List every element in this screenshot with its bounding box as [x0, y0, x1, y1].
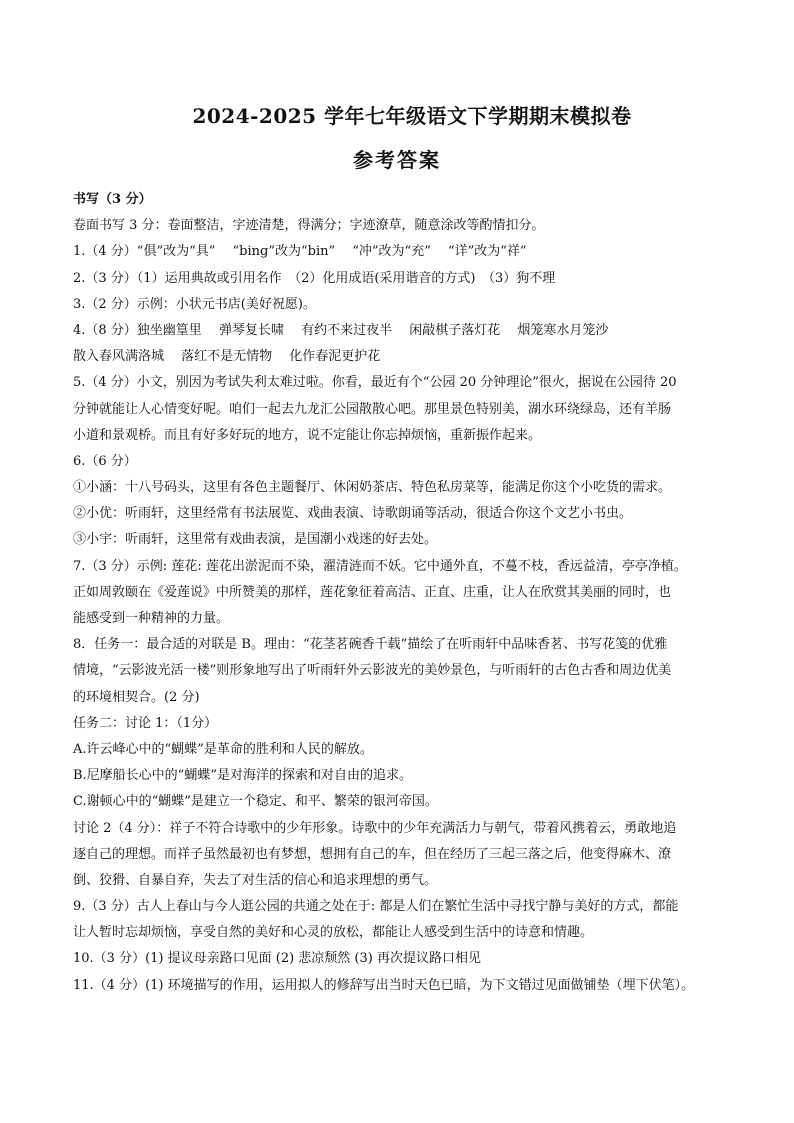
answer-line: C.谢顿心中的“蝴蝶”是建立一个稳定、和平、繁荣的银河帝国。 — [73, 794, 438, 810]
answer-line: 正如周敦颐在《爱莲说》中所赞美的那样，莲花象征着高洁、正直、庄重，让人在欣赏其美丽的同时，也 — [73, 584, 672, 600]
answer-line: 任务二：讨论 1：（1分） — [73, 715, 218, 731]
answer-line: ③小宇：听雨轩，这里常有戏曲表演，是国潮小戏迷的好去处。 — [73, 532, 438, 548]
document-subtitle: 参考答案 — [353, 148, 441, 172]
document-title: 2024-2025 学年七年级语文下学期期末模拟卷 — [192, 104, 632, 128]
answer-line: 能感受到一种精神的力量。 — [73, 611, 230, 626]
answer-line: ②小优：听雨轩，这里经常有书法展览、戏曲表演、诗歌朗诵等活动，很适合你这个文艺小书虫。 — [73, 506, 633, 522]
answer-line: 4.（8 分）独坐幽篁里 弹琴复长啸 有约不来过夜半 闲敲棋子落灯花 烟笼寒水月笼沙 — [73, 322, 609, 338]
answer-line: 情境，“云影波光活一楼”则形象地写出了听雨轩外云影波光的美妙景色，与听雨轩的古色古香和周边优美 — [73, 663, 672, 679]
answer-line: B.尼摩船长心中的“蝴蝶”是对海洋的探索和对自由的追求。 — [73, 768, 412, 784]
section-heading-writing: 书写（3 分） — [73, 192, 152, 207]
answer-line: 逐自己的理想。而祥子虽然最初也有梦想，想拥有自己的车，但在经历了三起三落之后，他变得麻木、潦 — [73, 846, 672, 862]
answer-line: ①小涵：十八号码头，这里有各色主题餐厅、休闲奶茶店、特色私房菜等，能满足你这个小吃货的需求。 — [73, 480, 672, 496]
answer-line: 的环境相契合。(2 分) — [73, 689, 200, 705]
answer-line: 小道和景观桥。而且有好多好玩的地方，说不定能让你忘掉烦恼，重新振作起来。 — [73, 427, 542, 443]
answer-line: 7.（3 分）示例: 莲花: 莲花出淤泥而不染，濯清涟而不妖。它中通外直，不蔓不枝，香远益清，亭亭净植。 — [73, 558, 687, 574]
answer-line: 1.（4 分）“俱”改为“具” “bing”改为“bin” “冲”改为“充” “详”改为“祥” — [73, 244, 527, 260]
answer-line: 卷面书写 3 分：卷面整洁，字迹清楚，得满分；字迹潦草，随意涂改等酌情扣分。 — [73, 218, 545, 234]
answer-line: 6.（6 分） — [73, 453, 137, 469]
answer-line: 倒、狡猾、自暴自弃，失去了对生活的信心和追求理想的勇气。 — [73, 872, 438, 888]
answer-line: 散入春风满洛城 落红不是无情物 化作春泥更护花 — [73, 349, 381, 365]
answer-line: 5.（4 分）小文，别因为考试失利太难过啦。你看，最近有个“公园 20 分钟理论”很火，据说在公园待 20 — [73, 375, 677, 391]
answer-line: 分钟就能让人心情变好呢。咱们一起去九龙汇公园散散心吧。那里景色特别美，湖水环绕绿岛，还有羊肠 — [73, 401, 672, 417]
answer-body — [73, 187, 743, 999]
answer-line: 9.（3 分）古人上春山与今人逛公园的共通之处在于: 都是人们在繁忙生活中寻找宁静与美好的方式，都能 — [73, 899, 679, 915]
answer-line: 11.（4 分）(1) 环境描写的作用，运用拟人的修辞写出当时天色已暗，为下文错过见面做铺垫（埋下伏笔）。 — [73, 977, 695, 993]
answer-line: 10.（3 分）(1) 提议母亲路口见面 (2) 悲凉颓然 (3) 再次提议路口相见 — [73, 951, 481, 967]
answer-line: 让人暂时忘却烦恼，享受自然的美好和心灵的放松，都能让人感受到生活中的诗意和情趣。 — [73, 925, 594, 941]
answer-line: 3.（2 分）示例：小状元书店(美好祝愿)。 — [73, 296, 316, 312]
answer-line: 8．任务一：最合适的对联是 B。理由：“花茎茗碗香千载”描绘了在听雨轩中品味香茗、书写花笺的优雅 — [73, 637, 668, 653]
answer-line: 讨论 2（4 分）：祥子不符合诗歌中的少年形象。诗歌中的少年充满活力与朝气，带着风携着云，勇敢地追 — [73, 820, 677, 836]
answer-line: A.许云峰心中的“蝴蝶”是革命的胜利和人民的解放。 — [73, 741, 373, 757]
answer-line: 2.（3 分）（1）运用典故或引用名作 （2）化用成语(采用谐音的方式) （3）狗不理 — [73, 270, 556, 286]
